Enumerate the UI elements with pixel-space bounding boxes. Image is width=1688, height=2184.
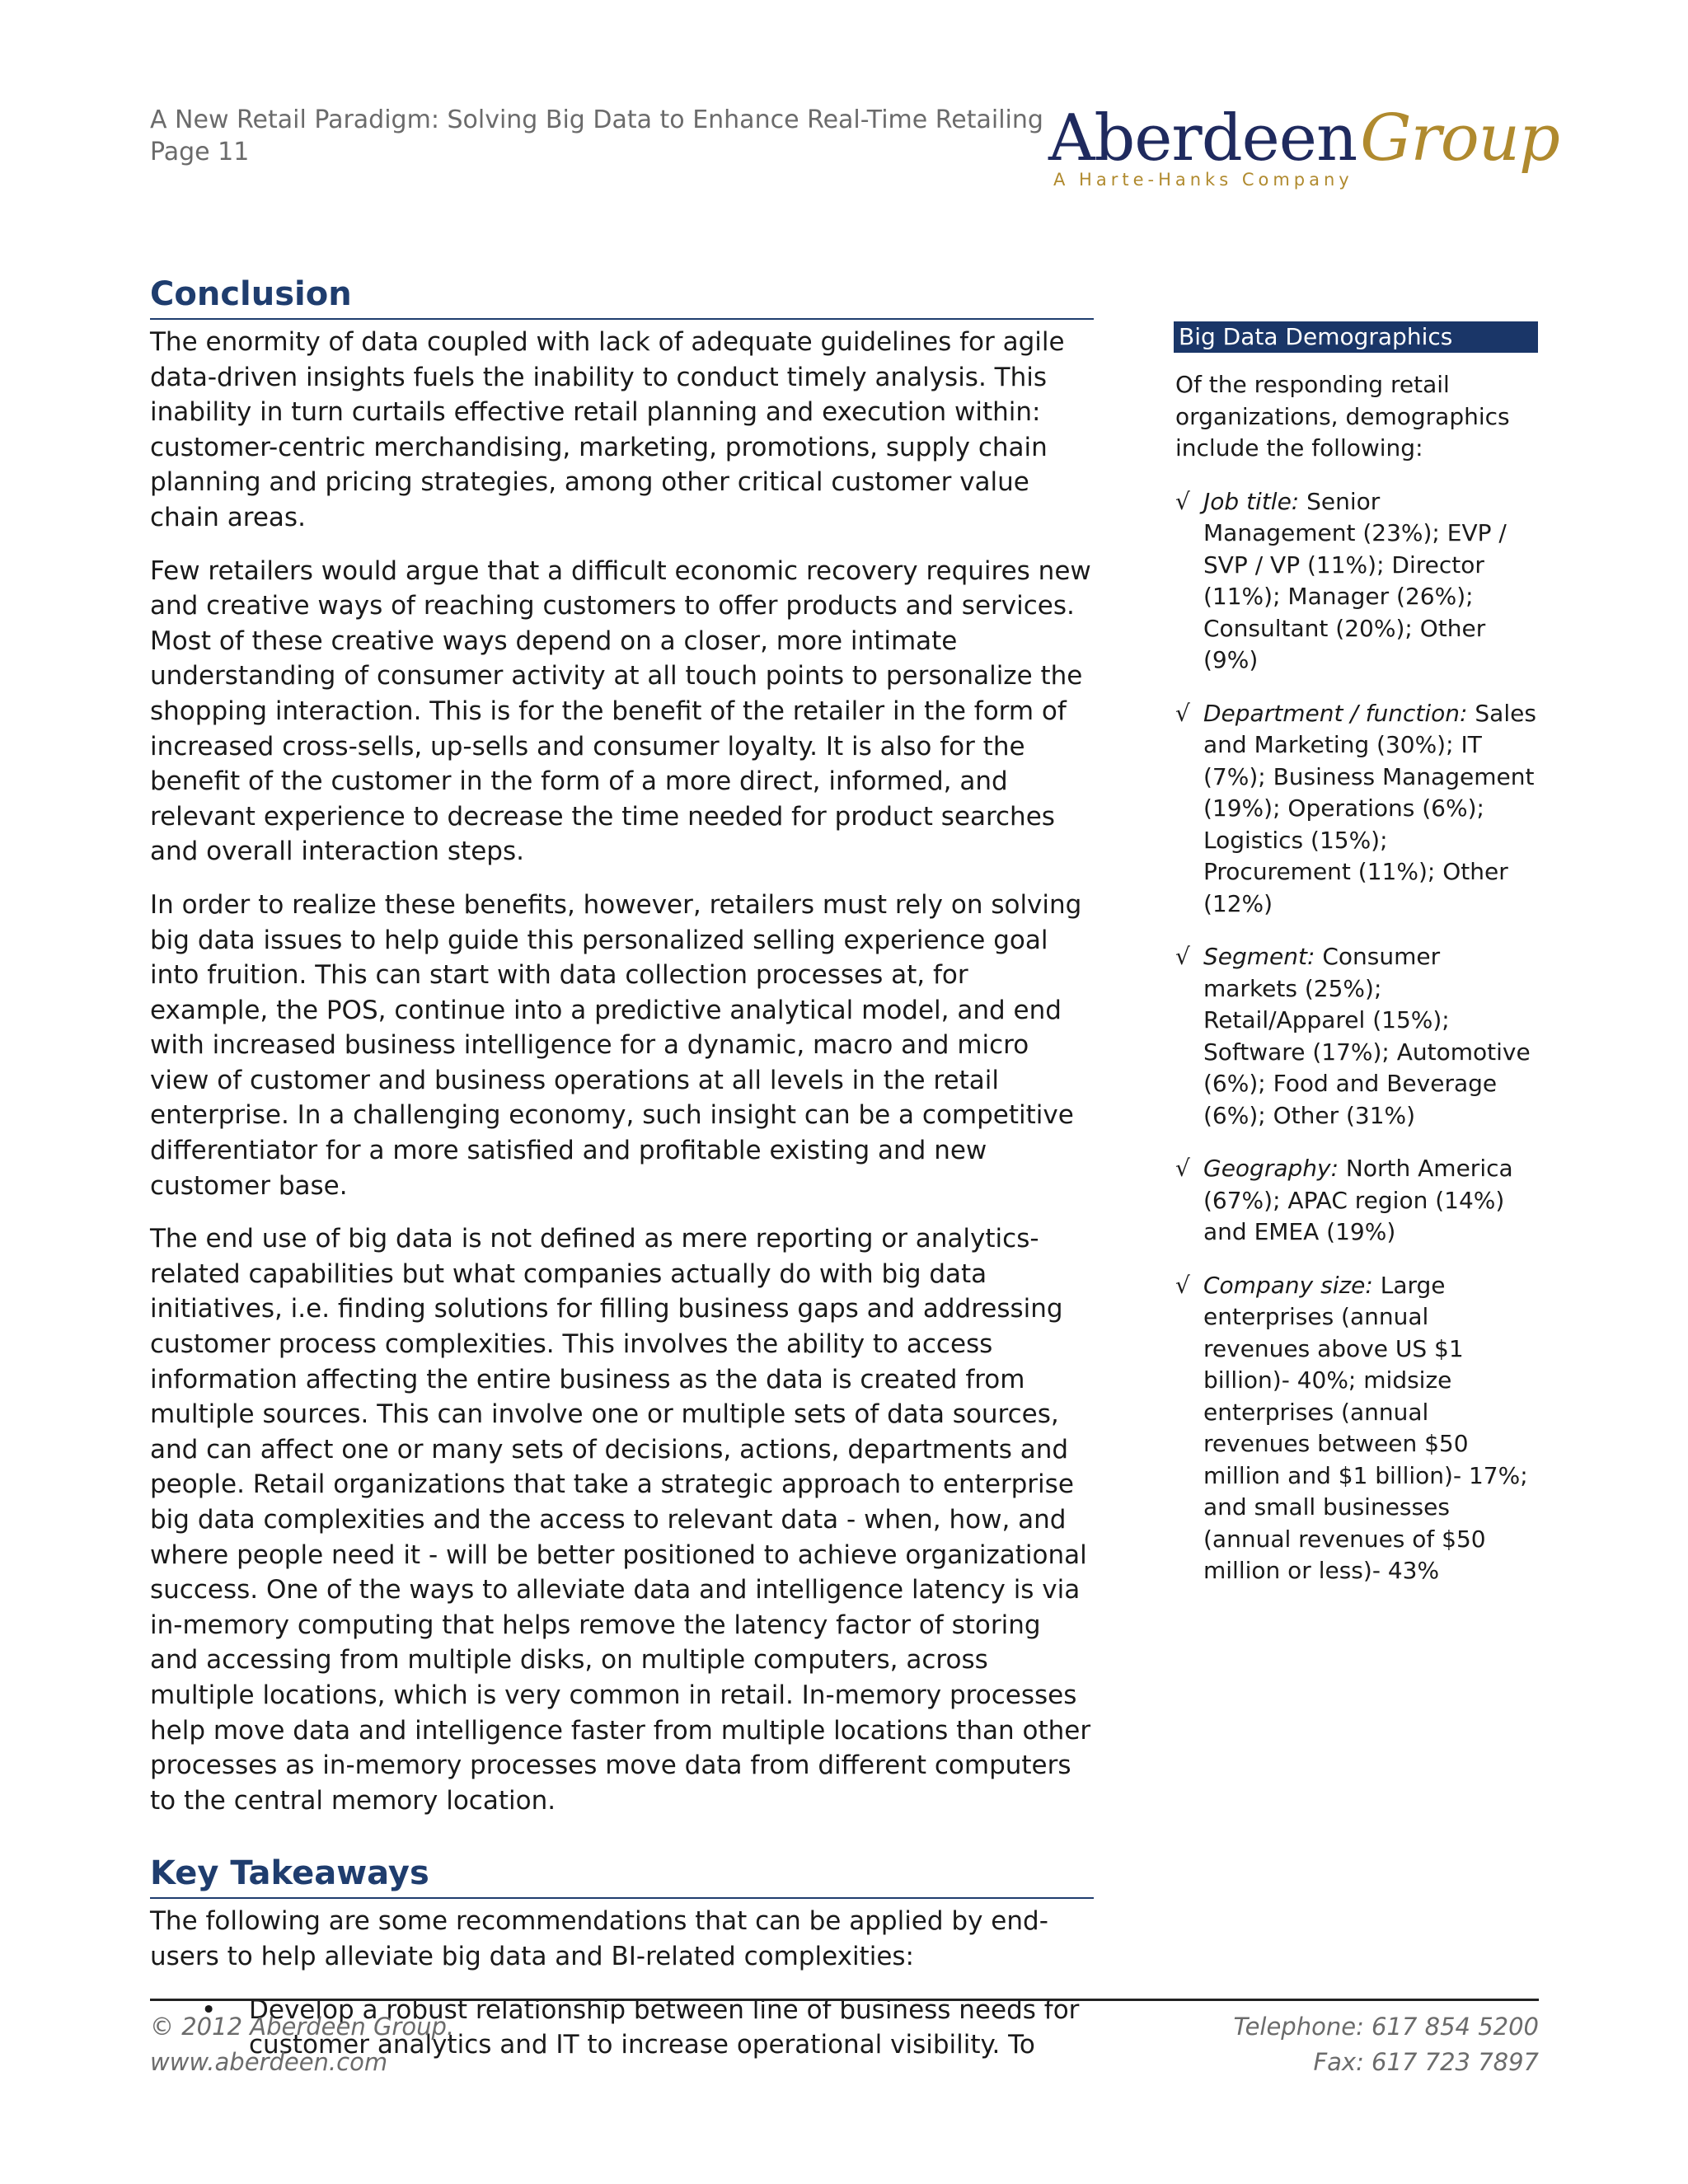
item-text: Large enterprises (annual revenues above US $1 billion)- 40%; midsize enterprises (annual revenues between $50 million and $1 billion)- 17%; and small businesses (annual revenues of $50 million or less)- 43% — [1203, 1271, 1528, 1584]
sidebar-title: Big Data Demographics — [1174, 321, 1538, 353]
footer-fax: Fax: 617 723 7897 — [1313, 2048, 1539, 2076]
item-text: Senior Management (23%); EVP / SVP / VP (11%); Director (11%); Manager (26%); Consultant (20%); Other (9%) — [1203, 487, 1507, 673]
item-label: Segment: — [1203, 943, 1315, 970]
page-number: Page 11 — [150, 138, 250, 166]
logo-wordmark — [1048, 99, 1559, 178]
conclusion-paragraph: Few retailers would argue that a difficult economic recovery requires new and creative ways of reaching customers to offer products and services. Most of these creative ways depend on a closer, more intimate understanding of consumer activity at all touch points to personalize the shopping interaction. This is for the benefit of the retailer in the form of increased cross-sells, up-sells and consumer loyalty. It is also for the benefit of the customer in the form of a more direct, informed, and relevant experience to decrease the time needed for product searches and overall interaction steps. — [150, 555, 1091, 867]
aberdeen-group-logo — [1048, 99, 1559, 198]
checkmark-icon: √ — [1175, 487, 1190, 515]
checkmark-icon: √ — [1175, 1155, 1190, 1182]
key-takeaways-heading: Key Takeaways — [150, 1854, 429, 1893]
footer-website: www.aberdeen.com — [150, 2048, 388, 2076]
list-item: • Develop a robust relationship between line of business needs for customer analytics and IT to increase operational visibility. To — [249, 1993, 1094, 2063]
footer-right — [1233, 2009, 1539, 2080]
footer-copyright: © 2012 Aberdeen Group. — [150, 2013, 455, 2041]
conclusion-paragraph: In order to realize these benefits, however, retailers must rely on solving big data issues to help guide this personalized selling experience goal into fruition. This can start with data collection processes at, for example, the POS, continue into a predictive analytical model, and end with increased business intelligence for a dynamic, macro and micro view of customer and business operations at all levels in the retail enterprise. In a challenging economy, such insight can be a competitive differentiator for a more satisfied and profitable existing and new customer base. — [150, 889, 1082, 1201]
footer-telephone: Telephone: 617 854 5200 — [1233, 2013, 1539, 2041]
logo-accent-text: Group — [1360, 101, 1559, 176]
footer-left — [150, 2009, 454, 2080]
conclusion-paragraph: The enormity of data coupled with lack of adequate guidelines for agile data-driven insights fuels the inability to conduct timely analysis. This inability in turn curtails effective retail planning and execution within: customer-centric merchandising, marketing, promotions, supply chain planning and pricing strategies, among other critical customer value chain areas. — [150, 327, 1065, 532]
conclusion-paragraph: The end use of big data is not defined as mere reporting or analytics-related capabilities but what companies actually do with big data initiatives, i.e. finding solutions for filling business gaps and addressing customer process complexities. This involves the ability to access information affecting the entire business as the data is created from multiple sources. This can involve one or multiple sets of data sources, and can affect one or many sets of decisions, actions, departments and people. Retail organizations that take a strategic approach to enterprise big data complexities and the access to relevant data - when, how, and where people need it - will be better positioned to achieve organizational success. One of the ways to alleviate data and intelligence latency is via in-memory computing that helps remove the latency factor of storing and accessing from multiple disks, on multiple computers, across multiple locations, which is very common in retail. In-memory processes help move data and intelligence faster from multiple locations than other processes as in-memory processes move data from different computers to the central memory location. — [150, 1224, 1091, 1816]
logo-main-text: Aberdeen — [1048, 101, 1357, 176]
footer-divider — [150, 1999, 1539, 2001]
item-label: Company size: — [1203, 1271, 1373, 1299]
page-header — [150, 104, 1057, 168]
sidebar-intro: Of the responding retail organizations, demographics include the following: — [1175, 371, 1510, 462]
sidebar-item-segment — [1174, 941, 1538, 1132]
item-text: Sales and Marketing (30%); IT (7%); Business Management (19%); Operations (6%); Logistics (15%); Procurement (11%); Other (12%) — [1203, 699, 1536, 917]
demographics-sidebar — [1174, 321, 1538, 1609]
sidebar-item-department — [1174, 698, 1538, 921]
item-text: Consumer markets (25%); Retail/Apparel (15%); Software (17%); Automotive (6%); Food and Beverage (6%); Other (31%) — [1203, 943, 1531, 1129]
item-label: Geography: — [1203, 1155, 1339, 1182]
sidebar-item-company-size — [1174, 1270, 1538, 1587]
item-label: Department / function: — [1203, 699, 1468, 727]
key-takeaways-intro: The following are some recommendations that can be applied by end-users to help alleviate big data and BI-related complexities: — [150, 1906, 1048, 1971]
item-label: Job title: — [1203, 487, 1300, 515]
item-text: North America (67%); APAC region (14%) and EMEA (19%) — [1203, 1155, 1513, 1245]
main-column — [150, 272, 1094, 2063]
logo-tagline: A Harte-Hanks Company — [1053, 170, 1353, 190]
sidebar-item-job-title — [1174, 486, 1538, 677]
checkmark-icon: √ — [1175, 1271, 1190, 1299]
sidebar-item-geography — [1174, 1153, 1538, 1249]
conclusion-heading: Conclusion — [150, 275, 352, 313]
heading-rule — [150, 318, 1094, 320]
heading-rule — [150, 1897, 1094, 1899]
checkmark-icon: √ — [1175, 699, 1190, 727]
checkmark-icon: √ — [1175, 943, 1190, 970]
document-title: A New Retail Paradigm: Solving Big Data to Enhance Real-Time Retailing — [150, 105, 1043, 134]
